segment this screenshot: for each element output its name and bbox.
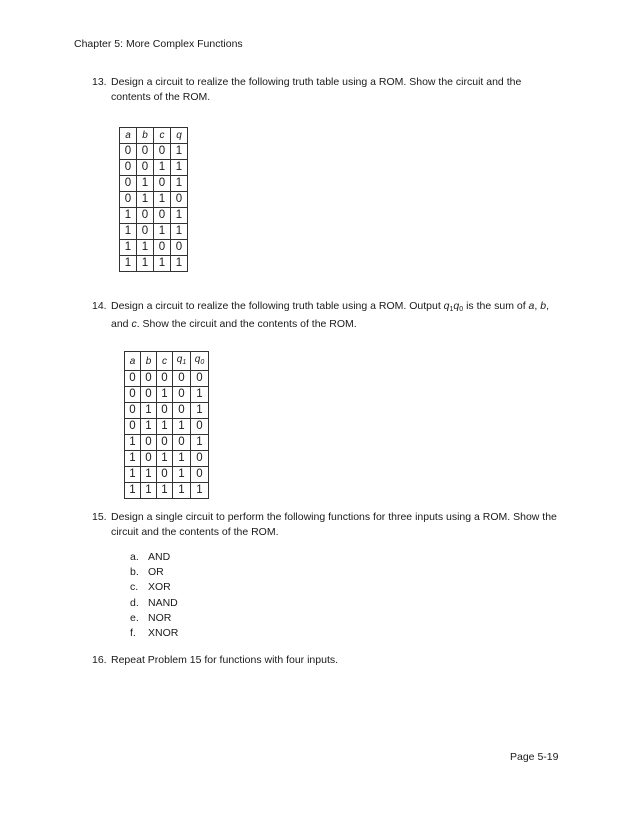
table-cell: 1 xyxy=(141,483,157,499)
table-row xyxy=(125,387,209,403)
table-cell: 1 xyxy=(157,483,173,499)
table-row xyxy=(120,208,188,224)
truth-table-13 xyxy=(119,127,188,272)
table-cell: 1 xyxy=(173,467,191,483)
text-run: . Show the circuit and the contents of the ROM. xyxy=(136,318,357,330)
list-item xyxy=(130,550,178,565)
table-header-row xyxy=(125,352,209,371)
table-cell: 0 xyxy=(154,144,171,160)
table-row xyxy=(125,451,209,467)
table-cell: 0 xyxy=(120,192,137,208)
table-cell: 0 xyxy=(137,224,154,240)
header-sub: 1 xyxy=(182,359,187,366)
table-cell: 1 xyxy=(125,483,141,499)
table-cell: 0 xyxy=(141,435,157,451)
table-cell: 1 xyxy=(141,419,157,435)
table-row xyxy=(120,144,188,160)
col-header-c: c xyxy=(157,352,173,371)
text-run: is the sum of xyxy=(463,300,529,312)
table-cell: 0 xyxy=(171,192,188,208)
table-cell: 0 xyxy=(157,467,173,483)
table-cell: 1 xyxy=(191,403,209,419)
table-cell: 1 xyxy=(171,224,188,240)
table-cell: 1 xyxy=(171,160,188,176)
list-item xyxy=(130,580,178,595)
table-cell: 0 xyxy=(173,387,191,403)
table-cell: 0 xyxy=(173,403,191,419)
table-cell: 1 xyxy=(137,176,154,192)
table-cell: 0 xyxy=(191,467,209,483)
list-text: OR xyxy=(148,566,164,579)
page-number: Page 5-19 xyxy=(510,751,559,763)
problem-text: Design a circuit to realize the following truth table using a ROM. Show the circuit and the contents of the ROM. xyxy=(111,76,522,103)
table-cell: 1 xyxy=(157,387,173,403)
table-cell: 1 xyxy=(141,403,157,419)
function-list xyxy=(130,550,178,641)
table-row xyxy=(120,160,188,176)
table-cell: 0 xyxy=(154,176,171,192)
header-sub: 0 xyxy=(200,359,205,366)
table-cell: 0 xyxy=(141,371,157,387)
table-cell: 1 xyxy=(125,451,141,467)
table-cell: 1 xyxy=(173,483,191,499)
list-text: XOR xyxy=(148,581,171,594)
table-row xyxy=(120,240,188,256)
table-cell: 0 xyxy=(157,435,173,451)
list-text: XNOR xyxy=(148,627,179,640)
table-cell: 1 xyxy=(191,483,209,499)
list-text: NAND xyxy=(148,596,178,609)
table-cell: 0 xyxy=(173,435,191,451)
table-cell: 0 xyxy=(171,240,188,256)
table-cell: 0 xyxy=(125,403,141,419)
table-cell: 1 xyxy=(173,451,191,467)
table-cell: 1 xyxy=(137,256,154,272)
table-row xyxy=(120,192,188,208)
subscript-1: 1 xyxy=(449,306,454,313)
table-row xyxy=(125,419,209,435)
problem-text xyxy=(92,299,562,332)
var-q: q xyxy=(453,300,460,312)
table-row xyxy=(125,483,209,499)
table-cell: 1 xyxy=(191,435,209,451)
table-cell: 0 xyxy=(137,160,154,176)
list-letter: f. xyxy=(130,627,136,640)
table-cell: 1 xyxy=(120,208,137,224)
table-cell: 1 xyxy=(154,192,171,208)
table-cell: 1 xyxy=(191,387,209,403)
col-header-a: a xyxy=(120,128,137,144)
table-cell: 1 xyxy=(141,467,157,483)
table-cell: 0 xyxy=(120,144,137,160)
table-cell: 0 xyxy=(137,144,154,160)
truth-table-14 xyxy=(124,351,209,499)
table-cell: 0 xyxy=(157,403,173,419)
problem-text: Design a single circuit to perform the following functions for three inputs using a ROM. Show the circuit and the contents of the ROM. xyxy=(111,511,557,538)
list-item xyxy=(130,596,178,611)
subscript-0: 0 xyxy=(459,306,464,313)
problem-13 xyxy=(92,75,562,105)
col-header-a: a xyxy=(125,352,141,371)
problem-number: 15. xyxy=(92,511,107,523)
table-cell: 0 xyxy=(120,160,137,176)
list-letter: e. xyxy=(130,611,139,624)
table-cell: 1 xyxy=(125,467,141,483)
list-text: NOR xyxy=(148,611,172,624)
problem-16 xyxy=(92,653,562,668)
list-item xyxy=(130,611,178,626)
list-item xyxy=(130,626,178,641)
header-var: q xyxy=(176,354,183,365)
list-letter: d. xyxy=(130,596,139,609)
col-header-q1 xyxy=(173,352,191,371)
text-run: Design a circuit to realize the following truth table using a ROM. Output xyxy=(111,300,444,312)
table-cell: 1 xyxy=(171,256,188,272)
table-cell: 0 xyxy=(191,451,209,467)
problem-number: 13. xyxy=(92,76,107,88)
table-cell: 0 xyxy=(157,371,173,387)
col-header-q0 xyxy=(191,352,209,371)
table-header-row xyxy=(120,128,188,144)
table-cell: 1 xyxy=(137,240,154,256)
table-row xyxy=(125,403,209,419)
table-cell: 1 xyxy=(157,419,173,435)
table-cell: 0 xyxy=(191,419,209,435)
table-cell: 1 xyxy=(171,144,188,160)
col-header-q: q xyxy=(171,128,188,144)
table-row xyxy=(120,176,188,192)
table-row xyxy=(125,435,209,451)
list-letter: b. xyxy=(130,566,139,579)
table-cell: 0 xyxy=(141,451,157,467)
table-cell: 0 xyxy=(173,371,191,387)
var-q: q xyxy=(443,300,450,312)
list-letter: c. xyxy=(130,581,139,594)
list-text: AND xyxy=(148,551,171,563)
var-b: b xyxy=(540,300,547,312)
table-cell: 1 xyxy=(137,192,154,208)
text-run: , and xyxy=(111,300,549,330)
table-cell: 1 xyxy=(120,224,137,240)
table-cell: 1 xyxy=(171,176,188,192)
table-cell: 1 xyxy=(157,451,173,467)
table-cell: 0 xyxy=(125,419,141,435)
problem-15 xyxy=(92,510,562,540)
problem-14 xyxy=(92,299,562,332)
table-row xyxy=(120,256,188,272)
table-cell: 0 xyxy=(120,176,137,192)
col-header-c: c xyxy=(154,128,171,144)
problem-text: Repeat Problem 15 for functions with four inputs. xyxy=(111,654,339,666)
table-cell: 1 xyxy=(173,419,191,435)
table-cell: 1 xyxy=(154,256,171,272)
table-cell: 0 xyxy=(191,371,209,387)
list-letter: a. xyxy=(130,551,139,563)
var-a: a xyxy=(528,300,535,312)
list-item xyxy=(130,565,178,580)
table-cell: 0 xyxy=(154,208,171,224)
table-cell: 0 xyxy=(154,240,171,256)
table-row xyxy=(120,224,188,240)
col-header-b: b xyxy=(141,352,157,371)
text-run: , xyxy=(534,300,541,312)
table-cell: 1 xyxy=(120,256,137,272)
var-c: c xyxy=(131,318,137,330)
table-row xyxy=(125,467,209,483)
table-cell: 0 xyxy=(125,371,141,387)
problem-number: 14. xyxy=(92,300,107,312)
table-cell: 1 xyxy=(171,208,188,224)
table-cell: 0 xyxy=(137,208,154,224)
table-cell: 1 xyxy=(125,435,141,451)
header-var: q xyxy=(194,354,201,365)
table-cell: 0 xyxy=(141,387,157,403)
table-cell: 1 xyxy=(154,160,171,176)
problem-number: 16. xyxy=(92,654,107,666)
chapter-header: Chapter 5: More Complex Functions xyxy=(74,38,243,50)
table-cell: 0 xyxy=(125,387,141,403)
table-row xyxy=(125,371,209,387)
table-cell: 1 xyxy=(154,224,171,240)
table-cell: 1 xyxy=(120,240,137,256)
col-header-b: b xyxy=(137,128,154,144)
